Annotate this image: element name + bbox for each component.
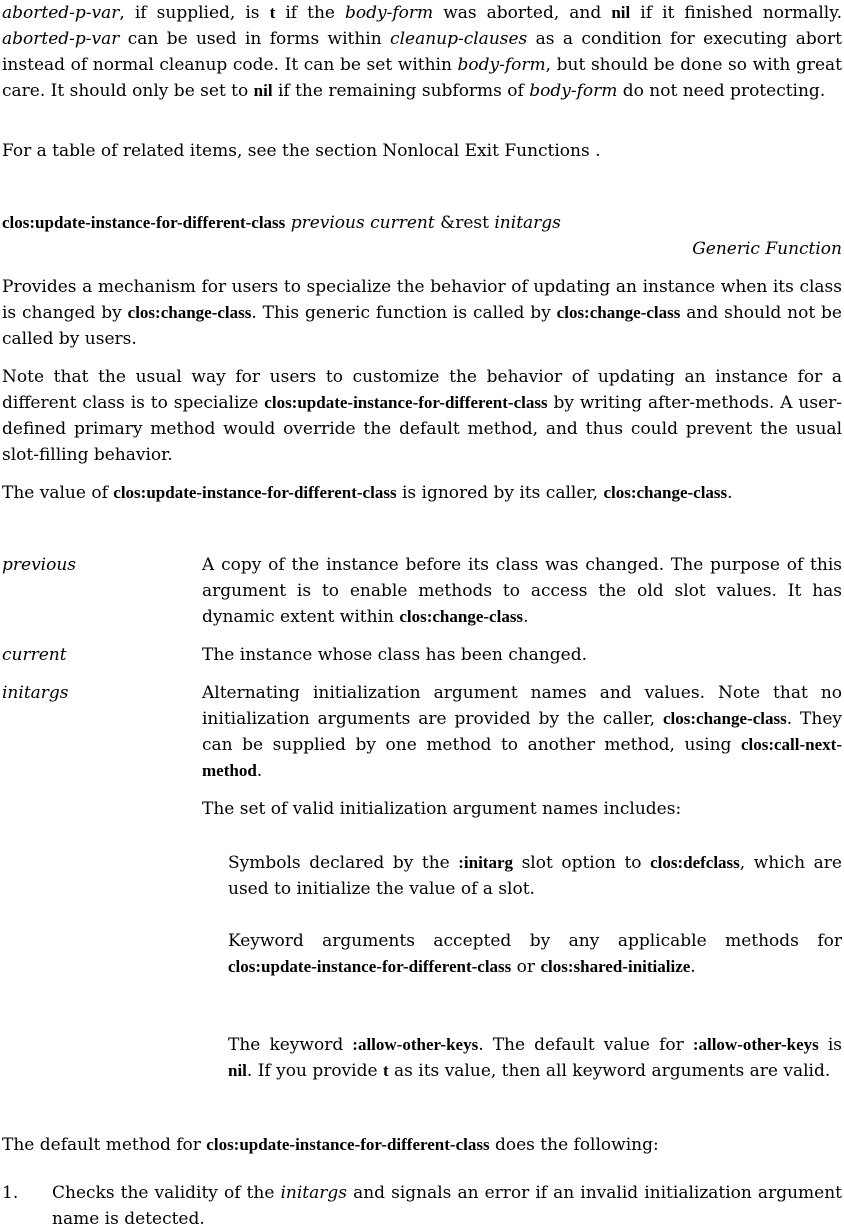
description-paragraph-2: Note that the usual way for users to customize the behavior of updating an instance for a different class is to specialize clos:update-instance-for-different-class by writing after-methods. A user-defined primary method would override the default method, and thus could prevent the usual slot-filling behavior. — [2, 367, 842, 465]
description-paragraph-3: The value of clos:update-instance-for-different-class is ignored by its caller, clos:change-class. — [2, 483, 733, 503]
step-number: 1. — [2, 1183, 19, 1203]
entry-kind: Generic Function — [692, 239, 842, 259]
default-method-paragraph: The default method for clos:update-instance-for-different-class does the following: — [2, 1135, 659, 1155]
argument-description: A copy of the instance before its class was changed. The purpose of this argument is to enable methods to access the old slot values. It has dynamic extent within clos:change-class. — [202, 555, 842, 627]
related-items-link[interactable]: For a table of related items, see the section Nonlocal Exit Functions . — [2, 141, 601, 161]
argument-description: The instance whose class has been changed. — [202, 645, 587, 665]
entry-signature: clos:update-instance-for-different-class previous current &rest initargs Generic Function — [2, 210, 842, 262]
initarg-item-keywords: Keyword arguments accepted by any applicable methods for clos:update-instance-for-different-class or clos:shared-initialize. — [228, 931, 842, 977]
argument-description: Alternating initialization argument names and values. Note that no initialization arguments are provided by the caller, clos:change-class. They can be supplied by one method to another method, using clos:call-next-method. — [202, 683, 842, 781]
argument-name: previous — [2, 555, 77, 575]
initarg-item-symbols: Symbols declared by the :initarg slot option to clos:defclass, which are used to initialize the value of a slot. — [228, 853, 842, 899]
aborted-p-var-paragraph: aborted-p-var, if supplied, is t if the body-form was aborted, and nil if it finished normally. aborted-p-var can be used in forms within cleanup-clauses as a condition for executing abort instead of normal cleanup code. It can be set within body-form, but should be done so with great care. It should only be set to nil if the remaining subforms of body-form do not need protecting. — [2, 3, 842, 101]
argument-name: initargs — [2, 683, 69, 703]
argument-name: current — [2, 645, 67, 665]
entry-name: clos:update-instance-for-different-class — [2, 213, 286, 232]
valid-initargs-intro: The set of valid initialization argument names includes: — [202, 799, 682, 819]
step-text: Checks the validity of the initargs and signals an error if an invalid initialization argument name is detected. — [52, 1183, 842, 1229]
initarg-item-allow-other-keys: The keyword :allow-other-keys. The default value for :allow-other-keys is nil. If you provide t as its value, then all keyword arguments are valid. — [228, 1035, 842, 1081]
description-paragraph-1: Provides a mechanism for users to specialize the behavior of updating an instance when its class is changed by clos:change-class. This generic function is called by clos:change-class and should not be called by users. — [2, 277, 842, 349]
